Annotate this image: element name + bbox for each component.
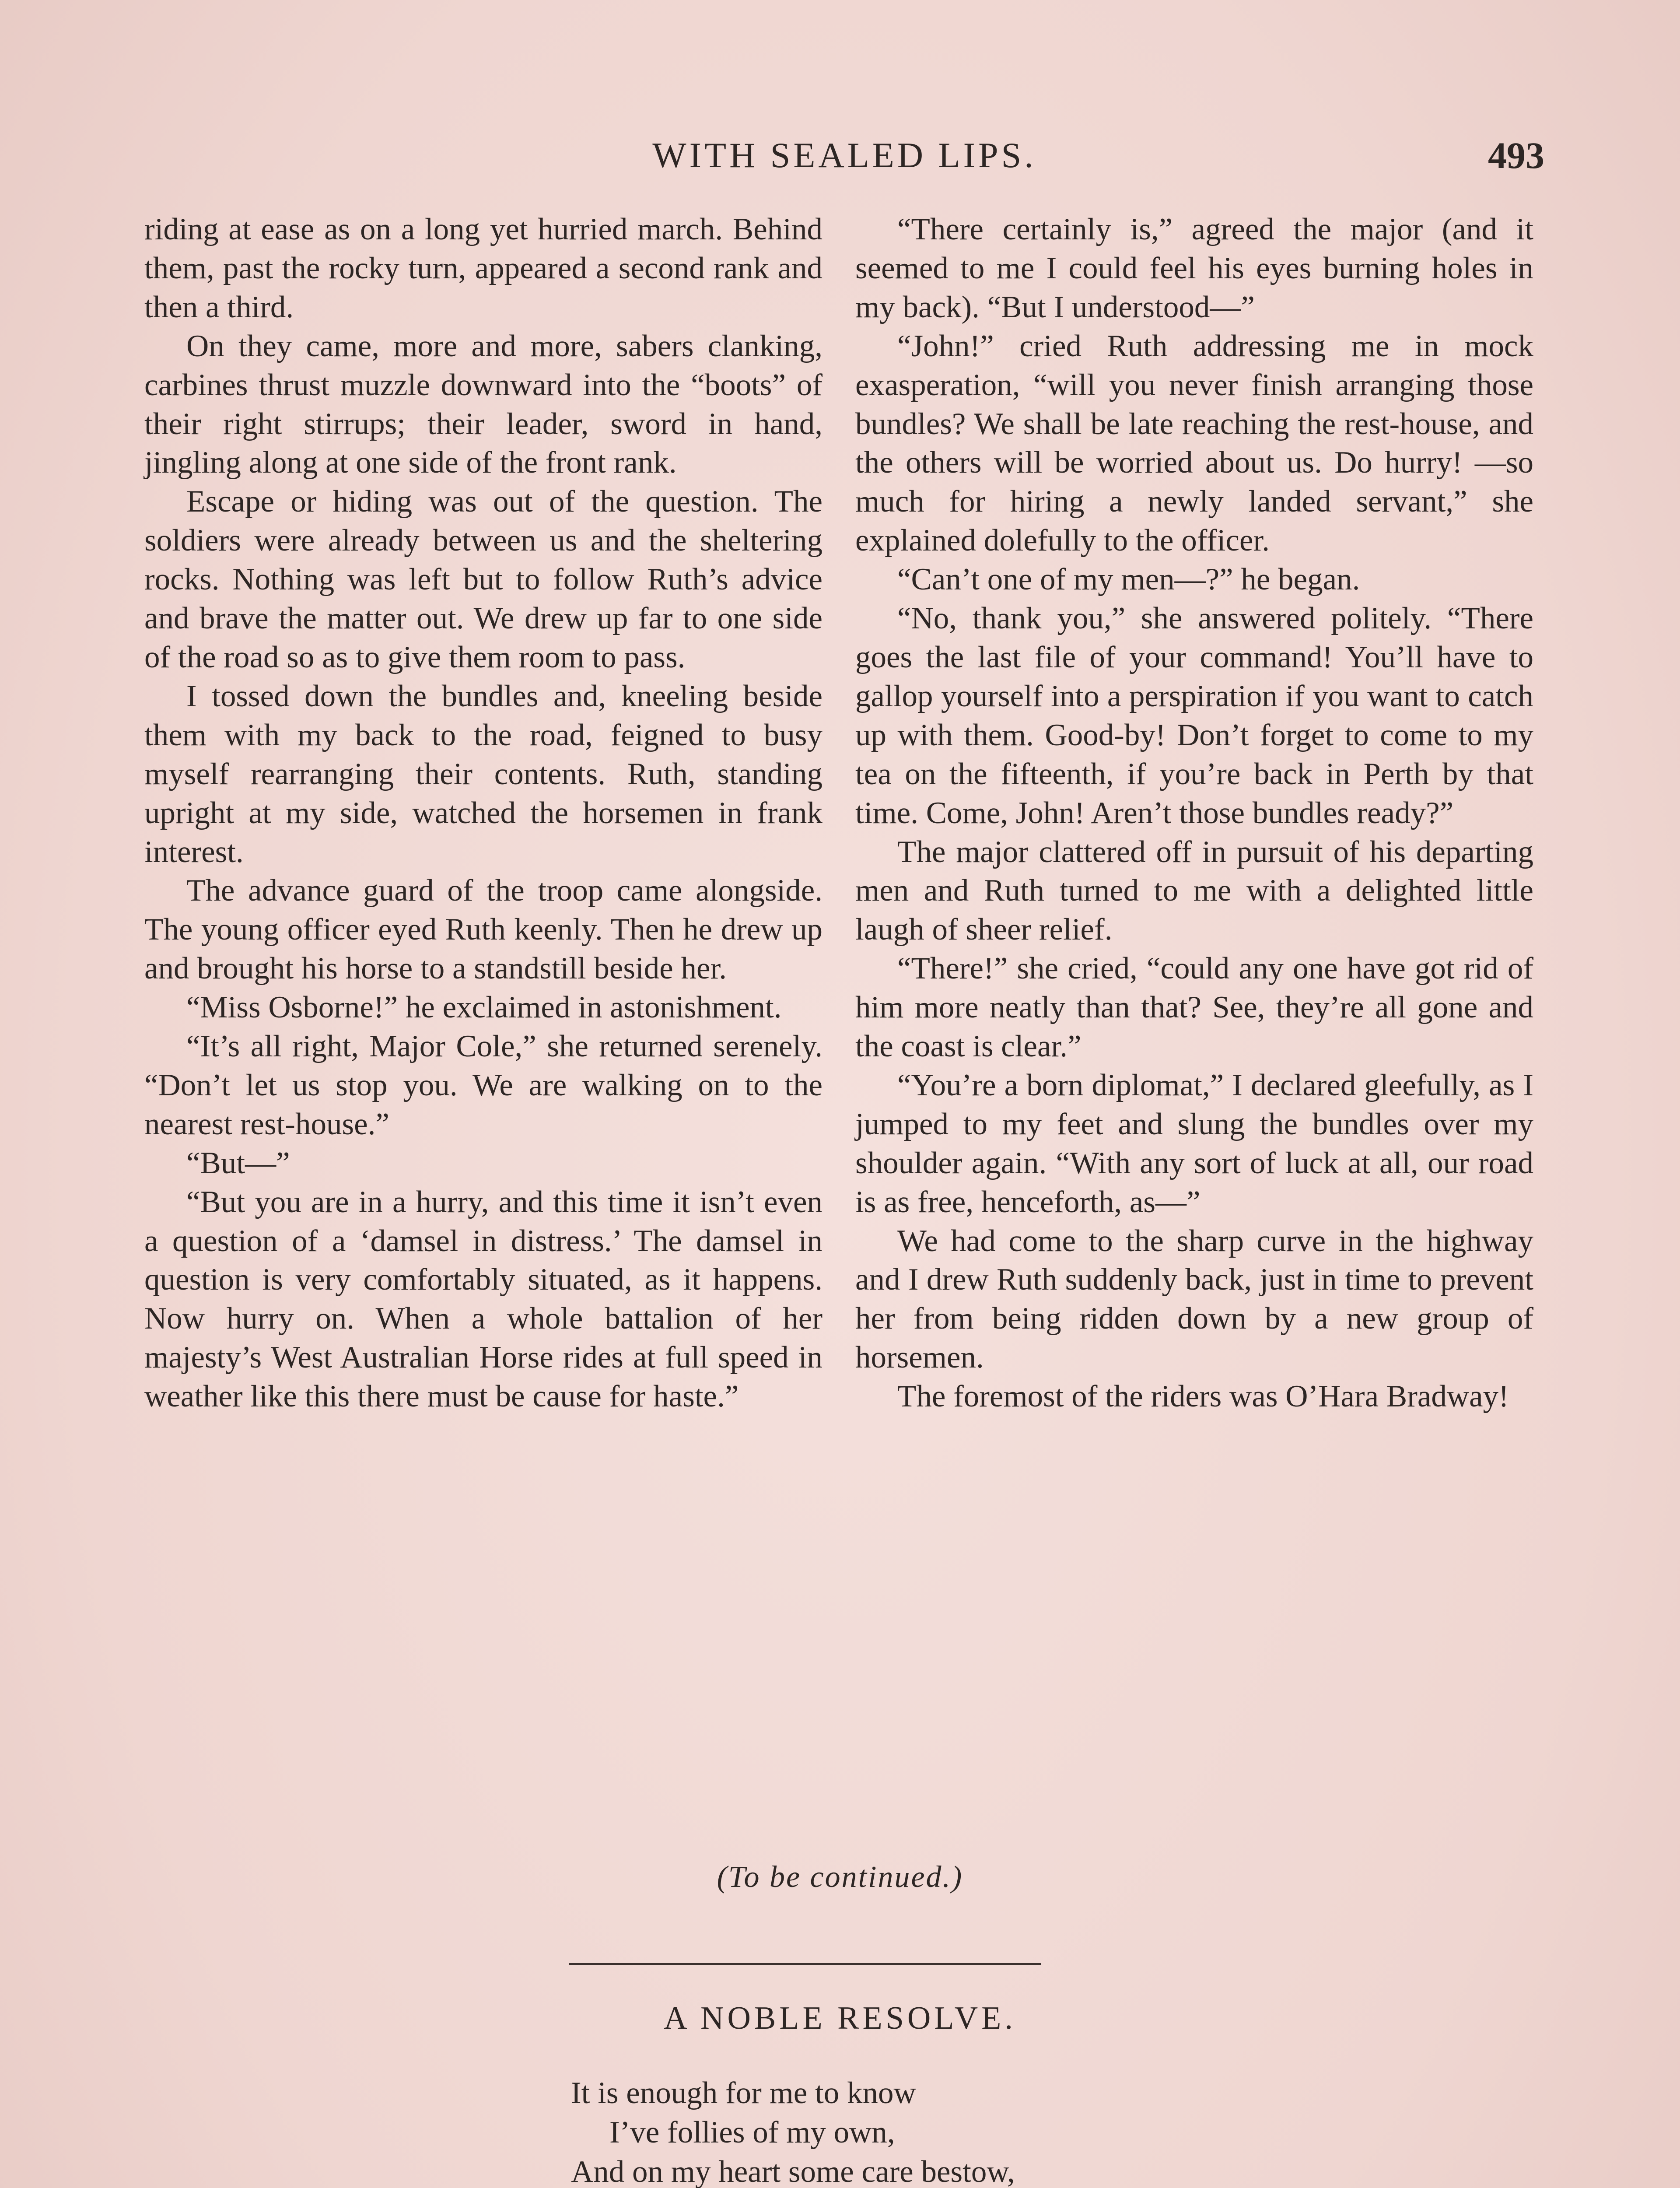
left-column bbox=[144, 210, 822, 1416]
paragraph: “There!” she cried, “could any one have got rid of him more neatly than that? See, they’re all gone and the coast is clear.” bbox=[855, 951, 1533, 1064]
paragraph: The advance guard of the troop came alongside. The young officer eyed Ruth keenly. Then he drew up and brought his horse to a standstill beside her. bbox=[144, 873, 822, 986]
poem-line: It is enough for me to know bbox=[571, 2076, 916, 2110]
section-divider bbox=[569, 1963, 1041, 1965]
paragraph: riding at ease as on a long yet hurried march. Behind them, past the rocky turn, appeared a second rank and then a third. bbox=[144, 212, 822, 324]
poem-line: And on my heart some care bestow, bbox=[571, 2155, 1015, 2188]
paragraph: Escape or hiding was out of the question. The soldiers were already between us and the sheltering rocks. Nothing was left but to follow Ruth’s advice and brave the matter out. We drew up far to one side of the road so as to give them room to pass. bbox=[144, 484, 822, 674]
paragraph: “John!” cried Ruth addressing me in mock exasperation, “will you never finish arranging those bundles? We shall be late reaching the rest-house, and the others will be worried about us. Do hurry! —so much for hiring a newly landed servant,” she explained dolefully to the officer. bbox=[855, 329, 1533, 558]
paragraph: We had come to the sharp curve in the highway and I drew Ruth suddenly back, just in time to prevent her from being ridden down by a new group of horsemen. bbox=[855, 1224, 1533, 1375]
continued-note: (To be continued.) bbox=[717, 1860, 963, 1894]
paragraph: The foremost of the riders was O’Hara Bradway! bbox=[897, 1379, 1509, 1414]
page-header bbox=[144, 131, 1544, 179]
paragraph: “No, thank you,” she answered politely. “There goes the last file of your command! You’ll have to gallop yourself into a perspiration if you want to catch up with them. Good-by! Don’t forget to come to my tea on the fifteenth, if you’re back in Perth by that time. Come, John! Aren’t those bundles ready?” bbox=[855, 601, 1533, 830]
paragraph: “You’re a born diplomat,” I declared gleefully, as I jumped to my feet and slung the bundles over my shoulder again. “With any sort of luck at all, our road is as free, henceforth, as—” bbox=[855, 1068, 1533, 1219]
paragraph: “It’s all right, Major Cole,” she returned serenely. “Don’t let us stop you. We are walking on to the nearest rest-house.” bbox=[144, 1029, 822, 1141]
paragraph: “There certainly is,” agreed the major (and it seemed to me I could feel his eyes burning holes in my back). “But I understood—” bbox=[855, 212, 1533, 324]
paragraph: “Can’t one of my men—?” he began. bbox=[897, 562, 1360, 597]
right-column bbox=[855, 210, 1533, 1416]
paragraph: The major clattered off in pursuit of his departing men and Ruth turned to me with a delighted little laugh of sheer relief. bbox=[855, 835, 1533, 947]
paragraph: I tossed down the bundles and, kneeling beside them with my back to the road, feigned to busy myself rearranging their contents. Ruth, standing upright at my side, watched the horsemen in frank interest. bbox=[144, 679, 822, 869]
poem-line: I’ve follies of my own, bbox=[609, 2115, 895, 2149]
paragraph: “But—” bbox=[186, 1146, 290, 1180]
running-title: WITH SEALED LIPS. bbox=[652, 135, 1036, 175]
paragraph: On they came, more and more, sabers clanking, carbines thrust muzzle downward into the “boots” of their right stirrups; their leader, sword in hand, jingling along at one side of the front rank. bbox=[144, 329, 822, 480]
page-number: 493 bbox=[1488, 134, 1544, 176]
paragraph: “But you are in a hurry, and this time it isn’t even a question of a ‘damsel in distress.’ The damsel in question is very comfortably situated, as it happens. Now hurry on. When a whole battalion of her majesty’s West Australian Horse rides at full speed in weather like this there must be cause for haste.” bbox=[144, 1185, 822, 1414]
poem-title: A NOBLE RESOLVE. bbox=[664, 2000, 1016, 2036]
poem-stanza-1 bbox=[571, 2073, 1183, 2188]
paragraph: “Miss Osborne!” he exclaimed in astonishment. bbox=[186, 990, 782, 1025]
